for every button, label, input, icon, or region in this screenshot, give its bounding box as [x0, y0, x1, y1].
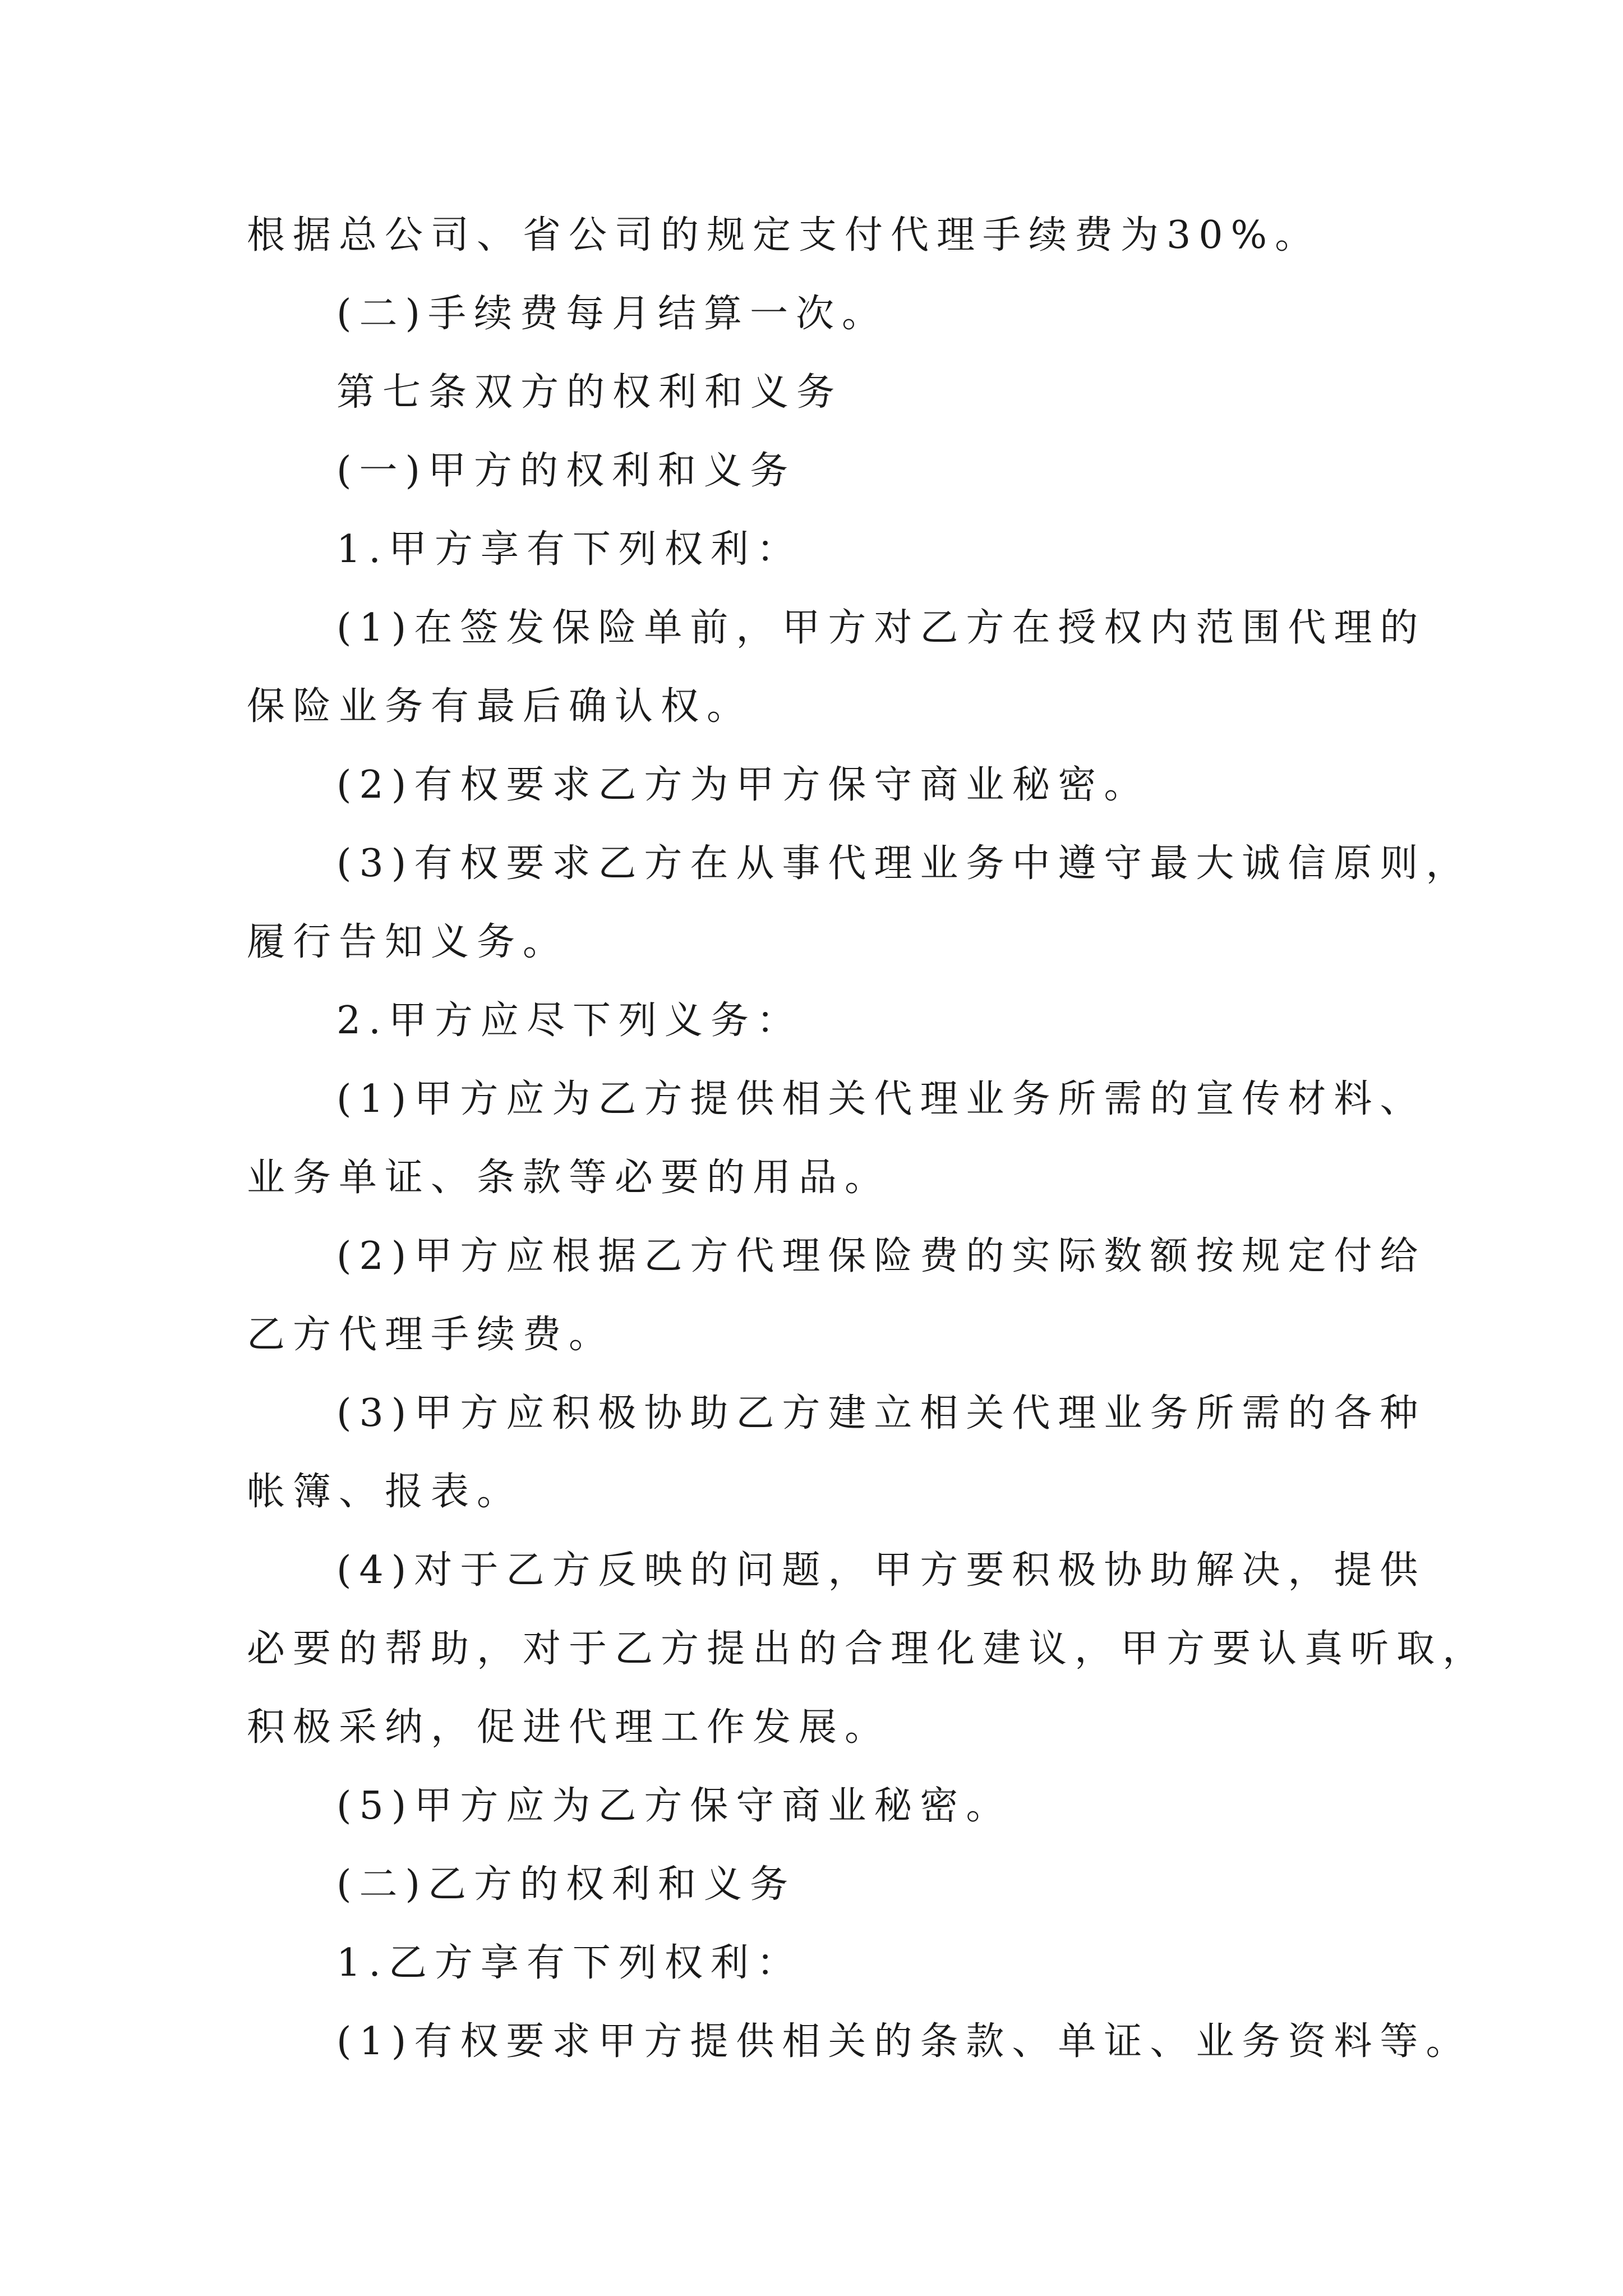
text-line: 必要的帮助，对于乙方提出的合理化建议，甲方要认真听取， [247, 1627, 1489, 1671]
text-line: (3)甲方应积极协助乙方建立相关代理业务所需的各种 [336, 1391, 1426, 1435]
text-line: 乙方代理手续费。 [247, 1313, 615, 1357]
text-line: (一)甲方的权利和义务 [336, 449, 796, 493]
text-line: (二)乙方的权利和义务 [336, 1862, 796, 1907]
text-line: (1)在签发保险单前，甲方对乙方在授权内范围代理的 [336, 606, 1426, 650]
text-line: 根据总公司、省公司的规定支付代理手续费为30%。 [247, 213, 1321, 257]
text-line: (2)有权要求乙方为甲方保守商业秘密。 [336, 763, 1150, 807]
text-line: 积极采纳，促进代理工作发展。 [247, 1705, 891, 1750]
text-line: 第七条双方的权利和义务 [336, 370, 843, 415]
text-line: (3)有权要求乙方在从事代理业务中遵守最大诚信原则， [336, 841, 1472, 886]
text-line: (5)甲方应为乙方保守商业秘密。 [336, 1784, 1012, 1828]
text-line: (1)有权要求甲方提供相关的条款、单证、业务资料等。 [336, 2019, 1472, 2064]
text-line: 帐簿、报表。 [247, 1470, 523, 1514]
text-line: (4)对于乙方反映的问题，甲方要积极协助解决，提供 [336, 1548, 1426, 1593]
text-line: (二)手续费每月结算一次。 [336, 292, 888, 336]
text-line: 1.甲方享有下列权利： [336, 527, 803, 572]
text-line: 2.甲方应尽下列义务： [336, 999, 803, 1043]
text-line: (2)甲方应根据乙方代理保险费的实际数额按规定付给 [336, 1234, 1426, 1278]
text-line: 保险业务有最后确认权。 [247, 684, 753, 729]
text-line: 履行告知义务。 [247, 920, 569, 964]
text-line: 业务单证、条款等必要的用品。 [247, 1156, 891, 1200]
text-line: (1)甲方应为乙方提供相关代理业务所需的宣传材料、 [336, 1077, 1426, 1121]
text-line: 1.乙方享有下列权利： [336, 1941, 803, 1985]
